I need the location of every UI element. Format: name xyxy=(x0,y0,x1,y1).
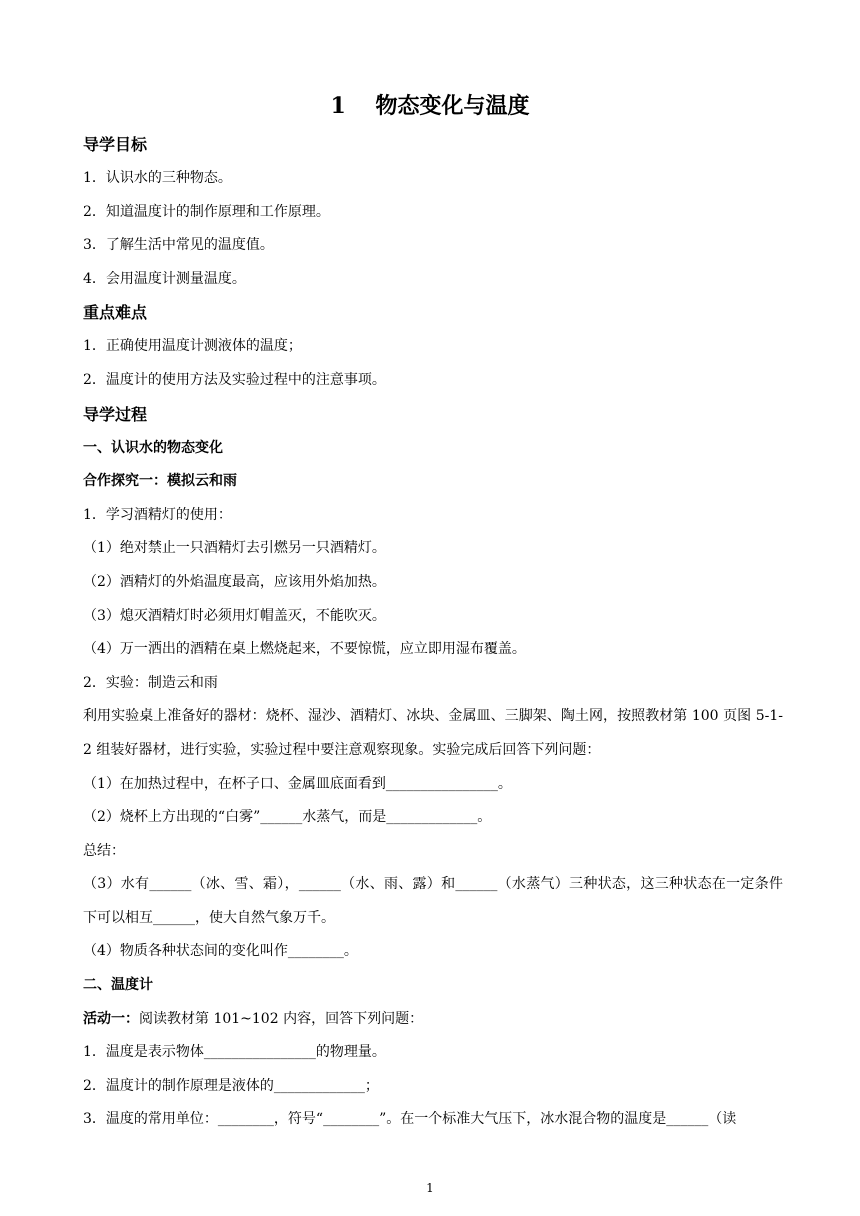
part1-line: 1．学习酒精灯的使用： xyxy=(83,506,232,523)
part2-heading: 二、温度计 xyxy=(83,977,153,994)
part1-heading: 一、认识水的物态变化 xyxy=(83,439,223,456)
question-line: （2）烧杯上方出现的“白雾”______水蒸气，而是_____________。 xyxy=(83,809,492,826)
goal-item: 3．了解生活中常见的温度值。 xyxy=(83,237,274,254)
activity-text: 阅读教材第 101~102 内容，回答下列问题： xyxy=(139,1010,424,1027)
part2-line: 1．温度是表示物体________________的物理量。 xyxy=(83,1044,386,1061)
activity-label: 活动一： xyxy=(83,1010,139,1027)
summary-last-line: （4）物质各种状态间的变化叫作________。 xyxy=(83,943,358,960)
part1-line: （4）万一洒出的酒精在桌上燃烧起来，不要惊慌，应立即用湿布覆盖。 xyxy=(83,641,526,658)
question-line: （1）在加热过程中，在杯子口、金属皿底面看到________________。 xyxy=(83,775,512,792)
document-body xyxy=(83,128,783,1137)
key-point-item: 2．温度计的使用方法及实验过程中的注意事项。 xyxy=(83,371,386,388)
activity-line xyxy=(83,1003,783,1037)
goal-item: 1．认识水的三种物态。 xyxy=(83,170,232,186)
part1-subheading: 合作探究一：模拟云和雨 xyxy=(83,473,237,490)
goal-item: 4．会用温度计测量温度。 xyxy=(83,270,246,287)
summary-label: 总结： xyxy=(83,842,125,859)
section-heading-goals: 导学目标 xyxy=(83,135,148,154)
part1-line: 2．实验：制造云和雨 xyxy=(83,674,218,691)
summary-paragraph: （3）水有______（冰、雪、霜），______（水、雨、露）和______（水蒸气）三种状态，这三种状态在一定条件下可以相互______，使大自然气象万千。 xyxy=(83,876,783,926)
part2-line: 2．温度计的制作原理是液体的_____________； xyxy=(83,1077,379,1094)
section-heading-key-points: 重点难点 xyxy=(83,303,148,323)
experiment-paragraph: 利用实验桌上准备好的器材：烧杯、湿沙、酒精灯、冰块、金属皿、三脚架、陶土网，按照教材第 100 页图 5-1-2 组装好器材，进行实验，实验过程中要注意观察现象。实验完成后回答下列问题： xyxy=(83,708,783,758)
key-point-item: 1．正确使用温度计测液体的温度； xyxy=(83,338,302,355)
part1-line: （1）绝对禁止一只酒精灯去引燃另一只酒精灯。 xyxy=(83,540,386,557)
part1-line: （2）酒精灯的外焰温度最高，应该用外焰加热。 xyxy=(83,573,386,590)
page-title: 1 物态变化与温度 xyxy=(330,93,530,119)
part1-line: （3）熄灭酒精灯时必须用灯帽盖灭，不能吹灭。 xyxy=(83,607,386,624)
part2-line: 3．温度的常用单位：________，符号“________”。在一个标准大气压下，冰水混合物的温度是______（读 xyxy=(83,1111,737,1128)
page-number: 1 xyxy=(426,1181,434,1195)
section-heading-process: 导学过程 xyxy=(83,404,148,424)
goal-item: 2．知道温度计的制作原理和工作原理。 xyxy=(83,203,330,220)
